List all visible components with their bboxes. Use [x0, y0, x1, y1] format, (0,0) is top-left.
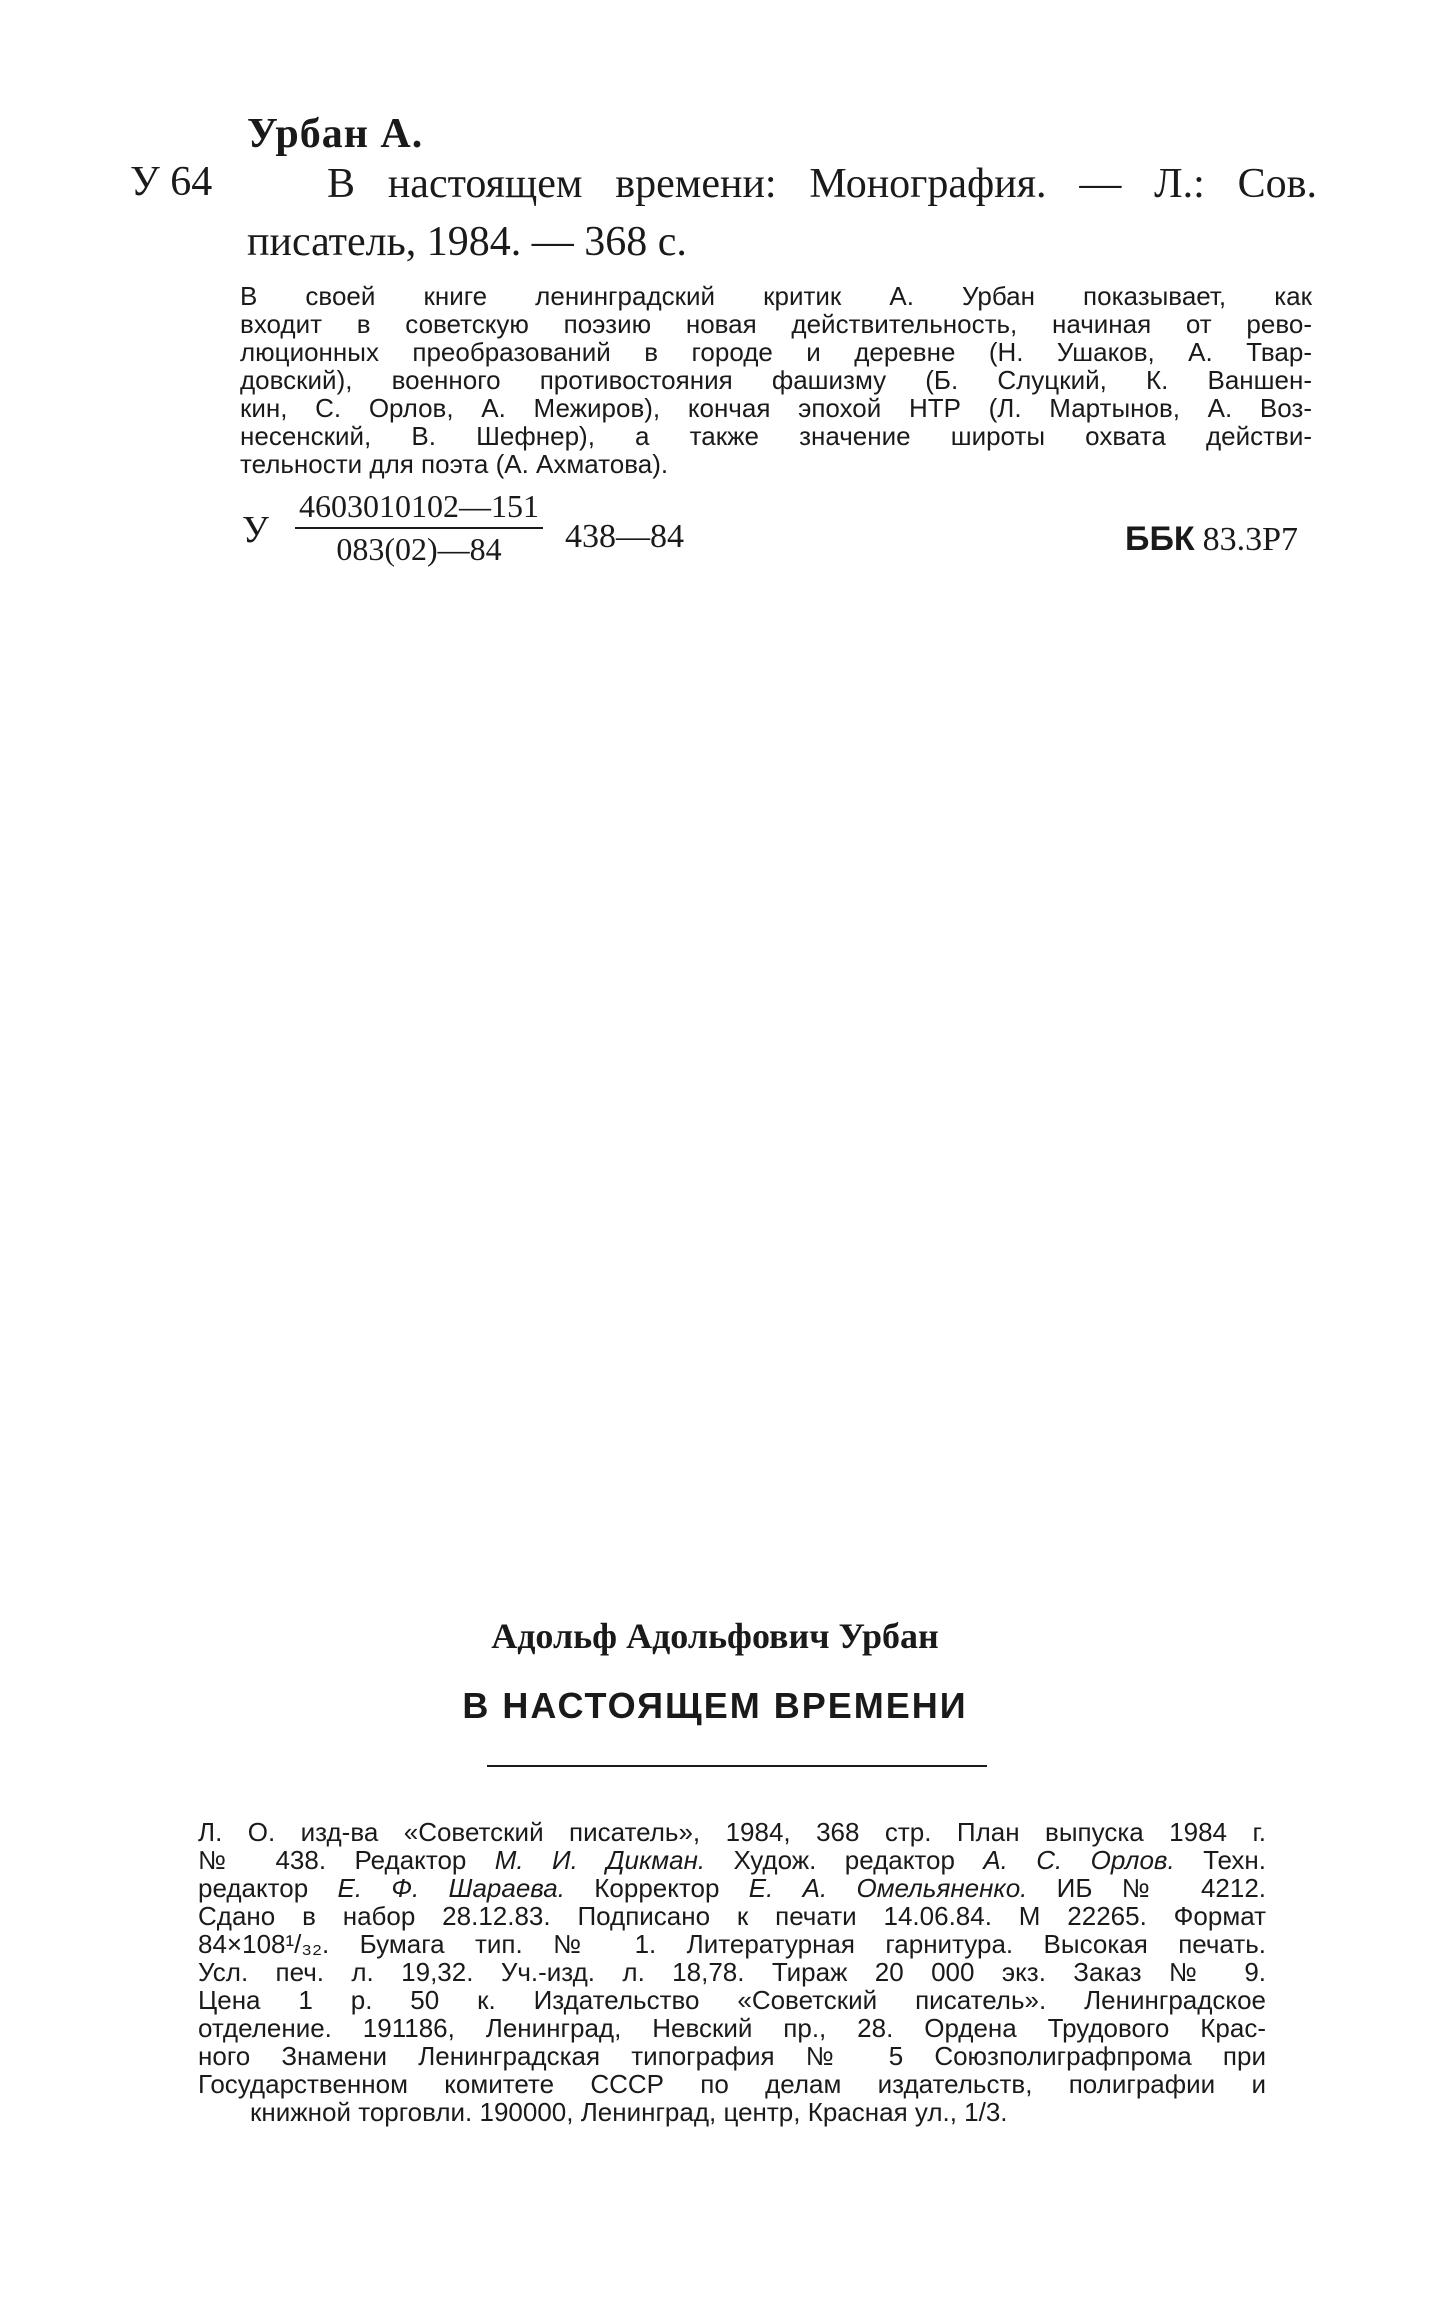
imprint-line: Цена 1 р. 50 к. Издательство «Советский писатель». Ленинградское [198, 1985, 1266, 2015]
catalog-code-suffix: 438—84 [565, 518, 684, 555]
annotation-line: тельности для поэта (А. Ахматова). [240, 449, 669, 479]
annotation-line: несенский, В. Шефнер), а также значение широты охвата действи- [240, 421, 1312, 451]
annotation [240, 282, 1312, 478]
catalog-code-fraction [295, 488, 543, 568]
imprint-line: Усл. печ. л. 19,32. Уч.-изд. л. 18,78. Тираж 20 000 экз. Заказ № 9. [198, 1957, 1266, 1987]
annotation-line: кин, С. Орлов, А. Межиров), кончая эпохой НТР (Л. Мартынов, А. Воз- [240, 393, 1312, 423]
catalog-author: Урбан А. [247, 111, 424, 157]
annotation-line: В своей книге ленинградский критик А. Урбан показывает, как [240, 281, 1312, 311]
code-numerator: 4603010102—151 [295, 488, 543, 529]
code-denominator: 083(02)—84 [336, 531, 502, 567]
imprint-line: Л. О. изд-ва «Советский писатель», 1984, 368 стр. План выпуска 1984 г. [198, 1817, 1266, 1847]
full-author-name: Адольф Адольфович Урбан [491, 1616, 939, 1656]
imprint-line: Государственном комитете СССР по делам издательств, полиграфии и [198, 2069, 1266, 2099]
book-title: В НАСТОЯЩЕМ ВРЕМЕНИ [462, 1685, 968, 1726]
catalog-index: У 64 [130, 159, 213, 205]
bibliographic-entry [247, 155, 1317, 271]
imprint-block [198, 1818, 1266, 2126]
imprint-line: редактор Е. Ф. Шараева. Корректор Е. А. Омельяненко. ИБ № 4212. [198, 1873, 1267, 1903]
divider [487, 1765, 987, 1767]
tech-editor-name: Е. Ф. Шараева. [337, 1873, 565, 1903]
imprint-line: ного Знамени Ленинградская типография № 5 Союзполиграфпрома при [198, 2041, 1266, 2071]
imprint-line: книжной торговли. 190000, Ленинград, центр, Красная ул., 1/3. [250, 2097, 1008, 2127]
annotation-line: довский), военного противостояния фашизму (Б. Слуцкий, К. Ваншен- [240, 365, 1312, 395]
annotation-line: входит в советскую поэзию новая действительность, начиная от рево- [240, 309, 1312, 339]
bbk-label: ББК [1125, 520, 1195, 558]
annotation-line: люционных преобразований в городе и деревне (Н. Ушаков, А. Твар- [240, 337, 1312, 367]
bbk-code [1125, 520, 1298, 559]
bib-line: В настоящем времени: Монография. — Л.: Сов. [327, 161, 1317, 207]
bib-line: писатель, 1984. — 368 с. [247, 219, 687, 265]
imprint-line: Сдано в набор 28.12.83. Подписано к печати 14.06.84. М 22265. Формат [198, 1901, 1266, 1931]
corrector-name: Е. А. Омельяненко. [748, 1873, 1028, 1903]
bbk-value: 83.3Р7 [1202, 521, 1299, 558]
imprint-line: отделение. 191186, Ленинград, Невский пр., 28. Ордена Трудового Крас- [198, 2013, 1266, 2043]
imprint-line: 84×108¹/₃₂. Бумага тип. № 1. Литературная гарнитура. Высокая печать. [198, 1929, 1266, 1959]
art-editor-name: А. С. Орлов. [983, 1845, 1175, 1875]
imprint-line: № 438. Редактор М. И. Дикман. Худож. редактор А. С. Орлов. Техн. [198, 1845, 1267, 1875]
catalog-code-letter: У [242, 509, 269, 551]
editor-name: М. И. Дикман. [494, 1845, 706, 1875]
